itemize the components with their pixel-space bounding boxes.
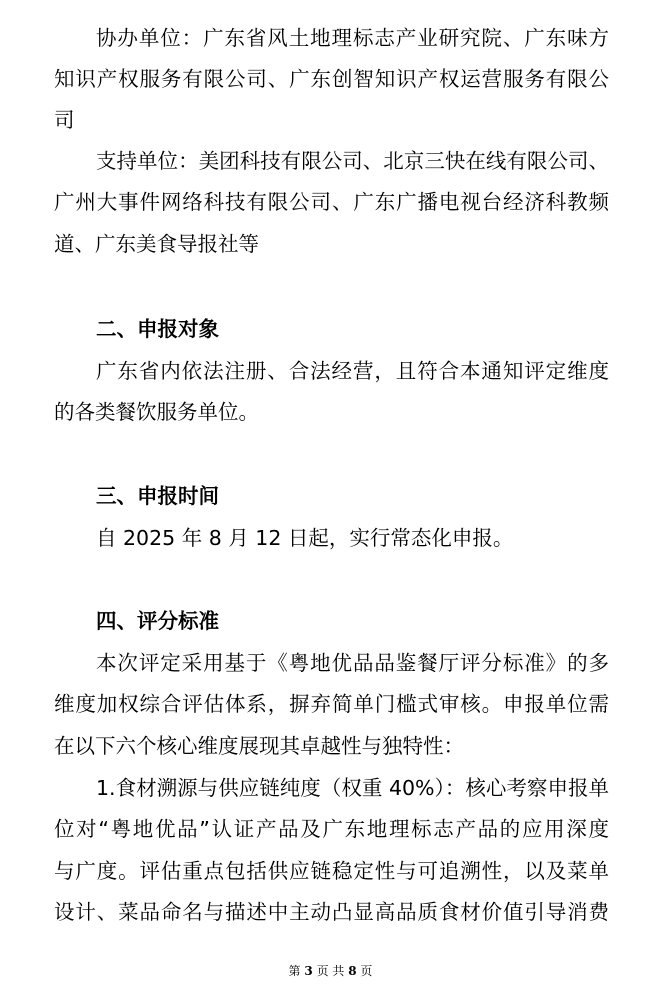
supporter-line-3: 道、广东美食导报社等 <box>54 232 259 256</box>
section-heading-time: 三、申报时间 <box>96 484 219 508</box>
criteria-line-1: 本次评定采用基于《粤地优品品鉴餐厅评分标准》的多 <box>96 651 609 675</box>
footer-total-pages: 8 <box>348 964 357 978</box>
applicants-line-2: 的各类餐饮服务单位。 <box>54 400 259 424</box>
criteria-item1-line-4: 设计、菜品命名与描述中主动凸显高品质食材价值引导消费 <box>54 900 609 924</box>
co-organizer-line-2: 知识产权服务有限公司、广东创智知识产权运营服务有限公 <box>54 67 609 91</box>
time-line-1: 自 2025 年 8 月 12 日起，实行常态化申报。 <box>96 526 514 550</box>
criteria-item1-line-1: 1.食材溯源与供应链纯度（权重 40%）：核心考察申报单 <box>96 776 609 800</box>
criteria-item1-line-2: 位对“粤地优品”认证产品及广东地理标志产品的应用深度 <box>54 817 609 841</box>
footer-page-number: 3 <box>304 964 313 978</box>
co-organizer-line-1: 协办单位：广东省风土地理标志产业研究院、广东味方 <box>96 26 609 50</box>
supporter-line-1: 支持单位：美团科技有限公司、北京三快在线有限公司、 <box>96 149 609 173</box>
section-heading-applicants: 二、申报对象 <box>96 317 219 341</box>
footer-mid: 页 共 <box>316 964 345 978</box>
footer-prefix: 第 <box>288 964 301 978</box>
criteria-item1-line-3: 与广度。评估重点包括供应链稳定性与可追溯性，以及菜单 <box>54 859 609 883</box>
co-organizer-line-3: 司 <box>54 108 75 132</box>
supporter-line-2: 广州大事件网络科技有限公司、广东广播电视台经济科教频 <box>54 190 609 214</box>
footer-suffix: 页 <box>360 964 373 978</box>
section-heading-criteria: 四、评分标准 <box>96 609 219 633</box>
applicants-line-1: 广东省内依法注册、合法经营，且符合本通知评定维度 <box>96 359 609 383</box>
criteria-line-2: 维度加权综合评估体系，摒弃简单门槛式审核。申报单位需 <box>54 692 609 716</box>
criteria-line-3: 在以下六个核心维度展现其卓越性与独特性： <box>54 734 464 758</box>
page-footer <box>0 963 661 979</box>
